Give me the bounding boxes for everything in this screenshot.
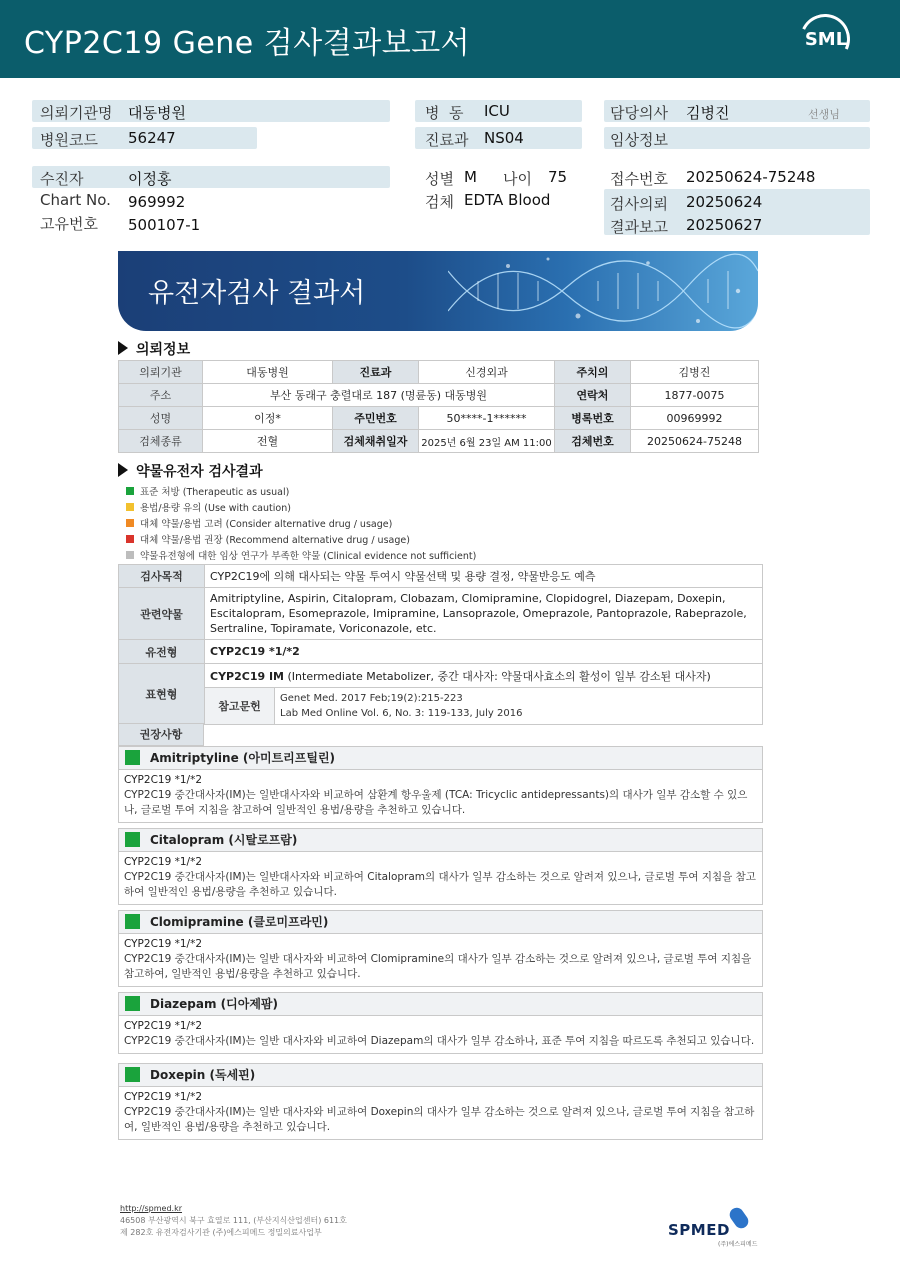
spmed-logo-text: SPMED	[668, 1221, 730, 1239]
recommendation-drug: Clomipramine (클로미프라민)	[119, 911, 762, 934]
table-row	[119, 588, 763, 640]
table-cell: 검체번호	[555, 430, 631, 453]
green-square-icon	[125, 914, 140, 929]
table-row	[119, 664, 763, 688]
report-header-bar	[0, 0, 900, 78]
table-cell: 연락처	[555, 384, 631, 407]
table-cell: 성명	[119, 407, 203, 430]
table-row	[119, 688, 763, 725]
green-square-icon	[126, 487, 134, 495]
age-label: 나이	[503, 170, 532, 188]
chart-label: Chart No.	[40, 191, 111, 209]
recommendation-card	[118, 828, 763, 905]
subject-value: 이정홍	[128, 170, 172, 188]
spmed-logo	[668, 1205, 760, 1248]
recommendation-drug: Amitriptyline (아미트리프틸린)	[119, 747, 762, 770]
dept-value: NS04	[484, 129, 524, 147]
hospital-code-label: 병원코드	[40, 131, 98, 149]
receipt-value: 20250624-75248	[686, 168, 816, 186]
age-value: 75	[548, 168, 568, 186]
table-row	[119, 430, 759, 453]
requested-label: 검사의뢰	[610, 195, 668, 213]
table-row	[119, 640, 763, 664]
recommendation-body: CYP2C19 *1/*2 CYP2C19 중간대사자(IM)는 일반대사자와 비교하여 Citalopram의 대사가 일부 감소하는 것으로 알려져 있으나, 글로벌 투여 지침을 참고하여 일반적인 용법/용량을 추천하고 있습니다.	[124, 856, 756, 898]
reported-value: 20250627	[686, 216, 763, 234]
recommendation-body: CYP2C19 *1/*2 CYP2C19 중간대사자(IM)는 일반 대사자와 비교하여 Diazepam의 대사가 일부 감소하나, 표준 투여 지침을 따르도록 추천되고 있습니다.	[124, 1020, 755, 1047]
unique-label: 고유번호	[40, 215, 98, 233]
recommendation-drug: Diazepam (디아제팜)	[119, 993, 762, 1016]
green-square-icon	[125, 832, 140, 847]
capsule-icon	[727, 1205, 751, 1231]
sex-value: M	[464, 168, 477, 186]
phenotype-value: CYP2C19 IM (Intermediate Metabolizer, 중간 대사자: 약물대사효소의 활성이 일부 감소된 대사자)	[205, 664, 763, 688]
green-square-icon	[125, 1067, 140, 1082]
recommendation-card	[118, 910, 763, 987]
table-cell: 부산 동래구 충렬대로 187 (명륜동) 대동병원	[203, 384, 555, 407]
table-cell: 주소	[119, 384, 203, 407]
sml-logo	[800, 14, 850, 64]
table-cell: 주민번호	[333, 407, 419, 430]
footer-address: 46508 부산광역시 북구 효열로 111, (부산지식산업센터) 611호	[120, 1216, 347, 1225]
hospital-code-value: 56247	[128, 129, 176, 147]
dna-helix-icon	[448, 251, 758, 331]
logo-text: SML	[804, 29, 848, 50]
table-row	[119, 384, 759, 407]
table-cell: 진료과	[333, 361, 419, 384]
specimen-value: EDTA Blood	[464, 191, 551, 209]
row-box	[32, 166, 390, 188]
table-cell: 김병진	[631, 361, 759, 384]
recommendation-drug: Doxepin (독세핀)	[119, 1064, 762, 1087]
reported-label: 결과보고	[610, 218, 668, 236]
legend-item: 용법/용량 유의 (Use with caution)	[126, 500, 291, 514]
result-table	[118, 564, 763, 725]
legend-item: 표준 처방 (Therapeutic as usual)	[126, 484, 289, 498]
recommendation-card	[118, 992, 763, 1054]
table-cell: 검체종류	[119, 430, 203, 453]
purpose-label: 검사목적	[119, 565, 205, 588]
table-row	[119, 361, 759, 384]
request-section-title: 의뢰정보	[118, 339, 190, 359]
triangle-bullet-icon	[118, 341, 128, 355]
genotype-value: CYP2C19 *1/*2	[205, 640, 763, 664]
doctor-label: 담당의사	[610, 104, 668, 122]
spmed-logo-sub: (주)에스피메드	[718, 1241, 758, 1248]
footer-url-link[interactable]: http://spmed.kr	[120, 1204, 183, 1213]
drugs-label: 관련약물	[119, 588, 205, 640]
table-cell: 신경외과	[419, 361, 555, 384]
specimen-label: 검체	[425, 193, 454, 211]
recommendation-body: CYP2C19 *1/*2 CYP2C19 중간대사자(IM)는 일반대사자와 비교하여 삼환계 항우울제 (TCA: Tricyclic antidepressants)의 대사가 일부 감소할 수 있으나, 글로벌 투여 지침을 참고하여 일반적인 용법/용량을 추천하고 있습니다.	[124, 774, 748, 816]
table-cell: 의뢰기관	[119, 361, 203, 384]
triangle-bullet-icon	[118, 463, 128, 477]
genotype-label: 유전형	[119, 640, 205, 664]
footer-license: 제 282호 유전자검사기관 (주)에스피메드 정밀의료사업부	[120, 1228, 322, 1237]
orange-square-icon	[126, 519, 134, 527]
institution-label: 의뢰기관명	[40, 104, 113, 122]
table-row	[119, 565, 763, 588]
unique-value: 500107-1	[128, 216, 201, 234]
table-cell: 1877-0075	[631, 384, 759, 407]
report-banner	[118, 251, 758, 331]
legend-item: 대체 약물/용법 권장 (Recommend alternative drug / usage)	[126, 532, 410, 546]
gray-square-icon	[126, 551, 134, 559]
drugs-value: Amitriptyline, Aspirin, Citalopram, Clobazam, Clomipramine, Clopidogrel, Diazepam, Doxepin, Escitalopram, Esomeprazole, Imipramine, Lansoprazole, Omeprazole, Pantoprazole, Rabeprazole, Sertraline, Topiramate, Voriconazole, etc.	[205, 588, 763, 640]
legend-item: 대체 약물/용법 고려 (Consider alternative drug / usage)	[126, 516, 392, 530]
subject-label: 수진자	[40, 170, 84, 188]
recommendation-card	[118, 1063, 763, 1140]
table-row	[119, 407, 759, 430]
table-cell: 검체채취일자	[333, 430, 419, 453]
institution-value: 대동병원	[128, 104, 186, 122]
request-info-table	[118, 360, 759, 453]
banner-title: 유전자검사 결과서	[148, 278, 366, 309]
yellow-square-icon	[126, 503, 134, 511]
doctor-value: 김병진	[686, 104, 730, 122]
doctor-suffix: 선생님	[808, 108, 840, 121]
table-cell: 대동병원	[203, 361, 333, 384]
recommendation-body: CYP2C19 *1/*2 CYP2C19 중간대사자(IM)는 일반 대사자와 비교하여 Clomipramine의 대사가 일부 감소하는 것으로 알려져 있으나, 글로벌 투여 지침을 참고하여, 일반적인 용법/용량을 추천하고 있습니다.	[124, 938, 752, 980]
requested-value: 20250624	[686, 193, 763, 211]
table-cell: 00969992	[631, 407, 759, 430]
ward-label: 병 동	[425, 104, 464, 122]
green-square-icon	[125, 996, 140, 1011]
table-cell: 전혈	[203, 430, 333, 453]
dept-label: 진료과	[425, 131, 469, 149]
table-cell: 20250624-75248	[631, 430, 759, 453]
recommendation-body: CYP2C19 *1/*2 CYP2C19 중간대사자(IM)는 일반 대사자와 비교하여 Doxepin의 대사가 일부 감소하는 것으로 알려져 있으나, 글로벌 투여 지침을 참고하여, 일반적인 용법/용량을 추천하고 있습니다.	[124, 1091, 755, 1133]
sex-label: 성별	[425, 170, 454, 188]
report-title: CYP2C19 Gene 검사결과보고서	[24, 26, 471, 61]
chart-value: 969992	[128, 193, 186, 211]
purpose-value: CYP2C19에 의해 대사되는 약물 투여시 약물선택 및 용량 결정, 약물반응도 예측	[205, 565, 763, 588]
table-cell: 50****-1******	[419, 407, 555, 430]
result-section-title: 약물유전자 검사결과	[118, 461, 263, 481]
table-cell: 주치의	[555, 361, 631, 384]
red-square-icon	[126, 535, 134, 543]
phenotype-label: 표현형	[119, 664, 205, 725]
legend-item: 약물유전형에 대한 임상 연구가 부족한 약물 (Clinical evidence not sufficient)	[126, 548, 476, 562]
reference-label: 참고문헌	[205, 688, 275, 725]
ward-value: ICU	[484, 102, 510, 120]
table-cell: 2025년 6월 23일 AM 11:00	[419, 430, 555, 453]
green-square-icon	[125, 750, 140, 765]
clinical-label: 임상정보	[610, 131, 668, 149]
table-cell: 병록번호	[555, 407, 631, 430]
receipt-label: 접수번호	[610, 170, 668, 188]
recommendation-card	[118, 746, 763, 823]
recommendations-title: 권장사항	[118, 723, 204, 746]
table-cell: 이정*	[203, 407, 333, 430]
reference-value: Genet Med. 2017 Feb;19(2):215-223 Lab Med Online Vol. 6, No. 3: 119-133, July 2016	[275, 688, 763, 725]
recommendation-drug: Citalopram (시탈로프람)	[119, 829, 762, 852]
footer	[120, 1203, 347, 1239]
